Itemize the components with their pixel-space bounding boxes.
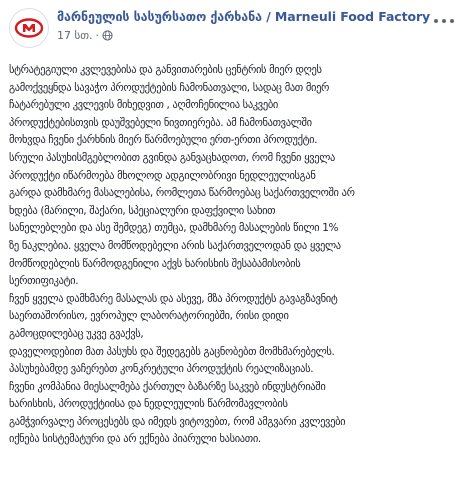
post-body-line: მოხვდა ჩვენი ქარხნის მიერ წარმოებული ერთ-ერთი პროდუქტი.: [9, 134, 318, 147]
post-header: [9, 8, 455, 52]
post-body-line: სტრატეგიული კვლევებისა და განვითარების ცენტრის მიერ დღეს: [9, 64, 322, 76]
post-body-line: პასუხებამდე ვაჩერებთ კონკრეტული პროდუქტის რეალიზაციას.: [9, 363, 314, 376]
post-timestamp[interactable]: 17 სთ.: [57, 29, 93, 42]
post-body-line: პროდუქტებისთვის დაუშვებელი ნივთიერება. ამ ჩამონათვალში: [9, 116, 312, 129]
post-body-line: ჩვენ ყველა დამხმარე მასალას და ასევე, მზა პროდუქტს გავაგზავნიტ: [9, 292, 338, 305]
post-body-line: გამოცდილებაც უკვე გვაქვს,: [9, 327, 144, 340]
post-body-line: გამოქვეყნდა სავაჭო პროდუქტების ჩამონათვალი, სადაც მათ მიერ: [9, 81, 330, 94]
meta-separator: ·: [95, 29, 100, 42]
post-body-line: გამჭვირვალე პროცესებს და იმედს ვიტოვებთ, რომ ამგვარი კვლევები: [9, 415, 346, 428]
post-body-line: გარდა დამხმარე მასალებისა, რომლეთა წარმოებაც საქართველოში არ: [9, 187, 355, 200]
post-body-text: [9, 62, 455, 449]
more-options-icon[interactable]: [434, 15, 454, 27]
post-body-line: სრული პასუხისმგებლობით გვინდა განვაცხადოთ, რომ ჩვენი ყველა: [9, 151, 336, 164]
post-body-line: მომწოდებლის წარმოდგენილი აქვს ხარისხის შესაბამისობის: [9, 257, 301, 270]
post-body-line: ზე ნაკლებია. ყველა მომწოდებელი არის საქართველოდან და ყველა: [9, 239, 341, 252]
post-body-line: ხდება (მარილი, შაქარი, სპეციალური დაფქვილი სახით: [9, 204, 276, 217]
post-body-line: დაველოდებით მათ პასუხს და შედეგებს გაცნობებთ მომხმარებელს.: [9, 345, 335, 358]
post-body-line: პროდუქტი იწარმოება მხოლოდ ადგილობრივი ნედლეულისგან: [9, 169, 316, 182]
post-body-line: ხარისხის, პროდუქტიისა და ნედლეულის წარმომავლობის: [9, 398, 288, 411]
page-avatar[interactable]: [9, 8, 49, 48]
marneuli-logo-icon: [12, 11, 46, 45]
post-body-line: საერთაშორისო, ევროპულ ლაბორატორიებში, რისი დიდი: [9, 310, 289, 323]
post-body-line: სერთიფიკატი.: [9, 275, 79, 288]
page-name-link[interactable]: მარნეულის სასურსათო ქარხანა / Marneuli Food Factory: [57, 9, 431, 24]
post-body-line: სანელებლები და ასე შემდეგ) თუმცა, დამხმარე მასალების წილი 1%: [9, 222, 339, 235]
post-meta: [57, 29, 430, 42]
post-body-line: ჩვენი კომპანია მიესალმება ქართულ ბაზარზე საკვებ ინდუსტრიაში: [9, 380, 326, 393]
post-body-line: იქნება სისტემატური და არ ექნება პიარული ხასიათი.: [9, 433, 261, 446]
globe-icon[interactable]: [102, 30, 113, 41]
post-body-line: ჩატარებული კვლევის მიხედვით , აღმოჩენილია საკვები: [9, 99, 278, 112]
